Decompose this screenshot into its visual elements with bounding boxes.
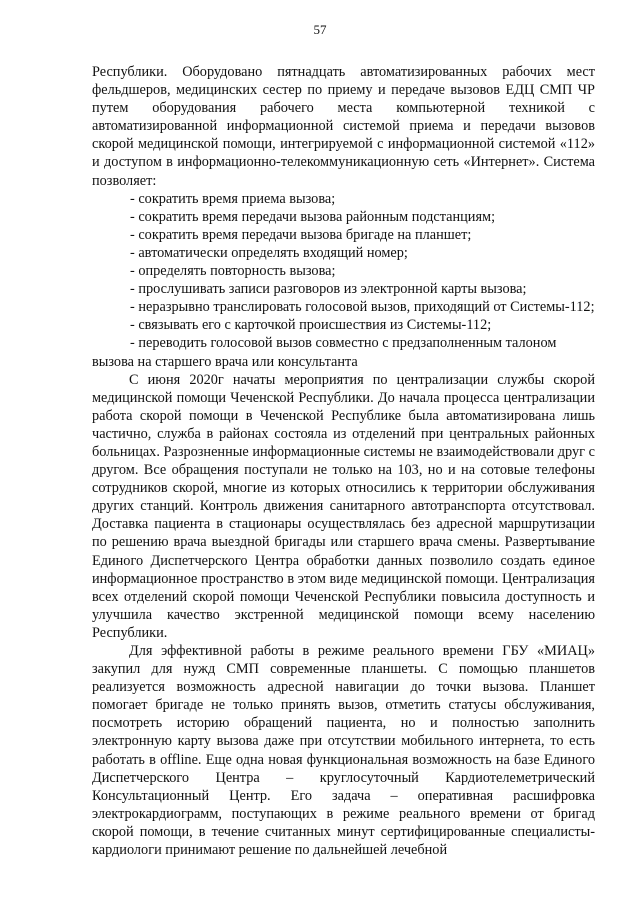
list-item: - сократить время приема вызова; [130,190,336,207]
paragraph-centralization: С июня 2020г начаты мероприятия по централизации службы скорой медицинской помощи Чеченской Республики. До начала процесса централизации работа скорой помощи в Чеченской Республике была автоматизирована лишь частично, служба в районах состояла из отделений при центральных районных больницах. Разрозненные информационные системы не взаимодействовали друг с другом. Все обращения поступали не только на 103, но и на сотовые телефоны сотрудников скорой, многие из которых относились к территории обслуживания других станций. Контроль движения санитарного автотранспорта отсутствовал. Доставка пациента в стационары осуществлялась без адресной маршрутизации по решению врача выездной бригады или старшего врача смены. Развертывание Единого Диспетчерского Центра обработки данных позволило создать единое информационное пространство в этом виде медицинской помощи. Централизация всех отделений скорой помощи Чеченской Республики повысила доступность и улучшила качество экстренной медицинской помощи всему населению Республики. [92,371,595,641]
list-item: - автоматически определять входящий номер; [130,244,408,261]
list-item-continuation: вызова на старшего врача или консультанта [92,353,358,370]
list-item: - переводить голосовой вызов совместно с предзаполненным талоном [130,335,557,352]
page-content [92,63,595,859]
list-item: - определять повторность вызова; [130,263,336,280]
list-item: - неразрывно транслировать голосовой вызов, приходящий от Системы-112; [130,299,595,316]
list-item: - прослушивать записи разговоров из электронной карты вызова; [130,281,527,298]
list-item: - сократить время передачи вызова районным подстанциям; [130,208,496,225]
page-number: 57 [313,22,327,37]
list-item: - связывать его с карточкой происшествия из Системы-112; [130,317,492,334]
paragraph-intro: Республики. Оборудовано пятнадцать автоматизированных рабочих мест фельдшеров, медицинских сестер по приему и передаче вызовов ЕДЦ СМП ЧР путем оборудования рабочего места компьютерной техникой с автоматизированной информационной системой приема и передачи вызовов скорой медицинской помощи, интегрируемой с информационной системой «112» и доступом в информационно-телекоммуникационную сеть «Интернет». Система позволяет: [92,64,595,189]
paragraph-tablets: Для эффективной работы в режиме реального времени ГБУ «МИАЦ» закупил для нужд СМП современные планшеты. С помощью планшетов реализуется возможность адресной навигации до точки вызова. Планшет помогает бригаде не только принять вызов, отметить статусы обслуживания, посмотреть историю обращений пациента, но и полностью заполнить электронную карту вызова даже при отсутствии мобильного интернета, то есть работать в offline. Еще одна новая функциональная возможность на базе Единого Диспетчерского Центра – круглосуточный Кардиотелеметрический Консультационный Центр. Его задача – оперативная расшифровка электрокардиограмм, поступающих в режиме реального времени от бригад скорой помощи, в течение считанных минут сертифицированные специалисты-кардиологи принимают решение по дальнейшей лечебной [92,643,595,859]
list-item: - сократить время передачи вызова бригаде на планшет; [130,226,472,243]
capabilities-list [92,190,595,353]
